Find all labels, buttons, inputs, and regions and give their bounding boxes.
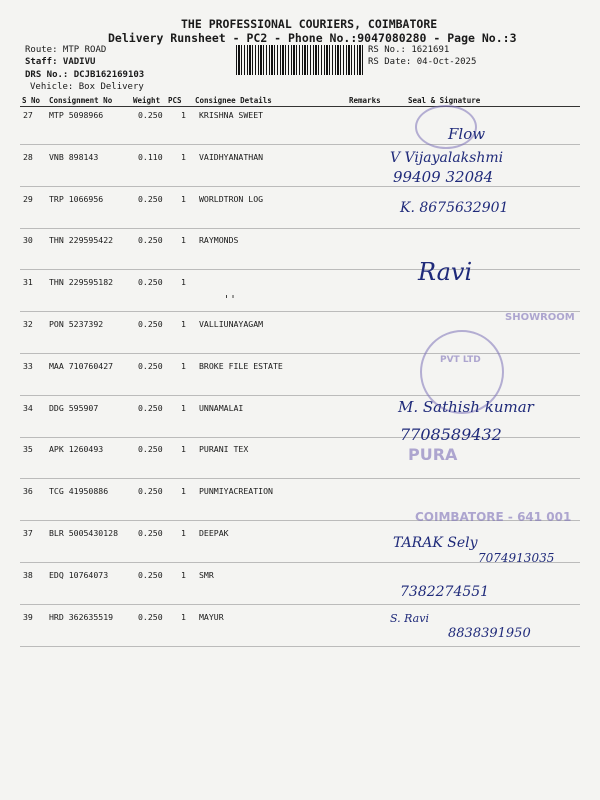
row-pcs: 1: [181, 569, 186, 580]
col-consignee: Consignee Details: [195, 96, 272, 105]
signature-37-name: TARAK Sely: [393, 535, 478, 551]
row-divider: [20, 269, 580, 270]
col-seal: Seal & Signature: [408, 96, 481, 105]
stamp-top-text: SHOWROOM: [505, 312, 575, 323]
row-sno: 33: [23, 360, 33, 371]
rs-number: RS No.: 1621691: [368, 45, 450, 55]
row-pcs: 1: [181, 277, 186, 288]
row-pcs: 1: [181, 402, 186, 413]
row-weight: 0.250: [138, 193, 163, 204]
stamp-puran-text: PURA: [408, 445, 458, 464]
col-consignment: Consignment No: [49, 96, 113, 105]
col-pcs: PCS: [168, 96, 182, 105]
row-consignee: BROKE FILE ESTATE: [199, 360, 283, 371]
signature-38: 7382274551: [400, 584, 490, 600]
drs-number: DRS No.: DCJB162169103: [25, 70, 145, 80]
row-pcs: 1: [181, 528, 186, 538]
row-sno: 31: [23, 277, 33, 288]
row-consignee: WORLDTRON LOG: [199, 193, 264, 204]
row-weight: 0.250: [138, 277, 163, 288]
row-weight: 0.250: [138, 360, 163, 371]
row-weight: 0.250: [138, 235, 163, 246]
header-rule: [20, 106, 580, 107]
row-weight: 0.250: [138, 319, 163, 329]
row-divider: [20, 186, 580, 187]
row-divider: [20, 228, 580, 229]
row-consignee: VAIDHYANATHAN: [199, 151, 264, 162]
signature-37-phone: 7074913035: [478, 551, 555, 565]
row-pcs: 1: [181, 319, 186, 329]
row-weight: 0.110: [138, 151, 163, 162]
signature-28-phone: 99409 32084: [393, 168, 494, 186]
row-consignee: DEEPAK: [199, 528, 229, 538]
row-divider: [20, 144, 580, 145]
signature-28-name: V Vijayalakshmi: [390, 150, 504, 166]
col-remarks: Remarks: [349, 96, 381, 105]
row-pcs: 1: [181, 360, 186, 371]
col-sno: S No: [22, 96, 41, 105]
row-consignee: PURANI TEX: [199, 444, 249, 455]
row-weight: 0.250: [138, 611, 163, 622]
row-consignment: THN 229595422: [49, 235, 114, 246]
row-sno: 29: [23, 193, 33, 204]
row-pcs: 1: [181, 444, 186, 455]
mark-31: ' ': [225, 293, 235, 306]
row-consignment: TCG 41950886: [49, 486, 109, 497]
row-divider: [20, 646, 580, 647]
row-weight: 0.250: [138, 402, 163, 413]
signature-29: K. 8675632901: [400, 200, 509, 216]
signature-39-phone: 8838391950: [448, 626, 531, 641]
row-consignment: DDG 595907: [49, 402, 99, 413]
route-label: Route: MTP ROAD: [25, 45, 107, 55]
signature-34-phone: 7708589432: [400, 425, 502, 444]
row-consignment: MTP 5098966: [49, 110, 104, 120]
row-consignee: VALLIUNAYAGAM: [199, 319, 264, 329]
row-sno: 39: [23, 611, 33, 622]
row-pcs: 1: [181, 486, 186, 497]
row-consignee: KRISHNA SWEET: [199, 110, 264, 120]
row-consignment: EDQ 10764073: [49, 569, 109, 580]
row-consignee: SMR: [199, 569, 214, 580]
row-sno: 34: [23, 402, 33, 413]
row-weight: 0.250: [138, 444, 163, 455]
row-pcs: 1: [181, 110, 186, 120]
row-sno: 32: [23, 319, 33, 329]
row-consignee: UNNAMALAI: [199, 402, 244, 413]
row-weight: 0.250: [138, 110, 163, 120]
row-pcs: 1: [181, 193, 186, 204]
row-consignee: MAYUR: [199, 611, 224, 622]
row-consignment: THN 229595182: [49, 277, 114, 288]
row-consignment: APK 1260493: [49, 444, 104, 455]
row-sno: 36: [23, 486, 33, 497]
row-sno: 28: [23, 151, 33, 162]
barcode: [236, 45, 363, 75]
row-sno: 38: [23, 569, 33, 580]
row-consignee: RAYMONDS: [199, 235, 239, 246]
row-divider: [20, 478, 580, 479]
row-weight: 0.250: [138, 528, 163, 538]
signature-30: Ravi: [418, 258, 473, 286]
signature-27: Flow: [448, 125, 486, 143]
stamp-coimbatore-text: COIMBATORE - 641 001: [415, 510, 572, 524]
row-weight: 0.250: [138, 569, 163, 580]
row-consignment: MAA 710760427: [49, 360, 114, 371]
rs-date: RS Date: 04-Oct-2025: [368, 57, 477, 67]
signature-39-name: S. Ravi: [390, 612, 429, 625]
company-title: THE PROFESSIONAL COURIERS, COIMBATORE: [181, 17, 438, 31]
staff-label: Staff: VADIVU: [25, 57, 96, 67]
row-divider: [20, 311, 580, 312]
row-sno: 27: [23, 110, 33, 120]
row-sno: 35: [23, 444, 33, 455]
row-consignment: HRD 362635519: [49, 611, 114, 622]
row-consignment: PON 5237392: [49, 319, 104, 329]
row-consignment: TRP 1066956: [49, 193, 104, 204]
signature-34-name: M. Sathish kumar: [398, 398, 534, 416]
row-consignee: PUNMIYACREATION: [199, 486, 273, 497]
row-consignment: VNB 898143: [49, 151, 99, 162]
runsheet-subtitle: Delivery Runsheet - PC2 - Phone No.:9047080280 - Page No.:3: [108, 31, 517, 45]
row-pcs: 1: [181, 235, 186, 246]
vehicle-label: Vehicle: Box Delivery: [30, 82, 144, 92]
row-sno: 30: [23, 235, 33, 246]
row-pcs: 1: [181, 611, 186, 622]
row-divider: [20, 604, 580, 605]
row-sno: 37: [23, 528, 33, 538]
stamp-mid-text: PVT LTD: [440, 355, 481, 365]
col-weight: Weight: [133, 96, 161, 105]
row-weight: 0.250: [138, 486, 163, 497]
row-pcs: 1: [181, 151, 186, 162]
row-consignment: BLR 5005430128: [49, 528, 119, 538]
